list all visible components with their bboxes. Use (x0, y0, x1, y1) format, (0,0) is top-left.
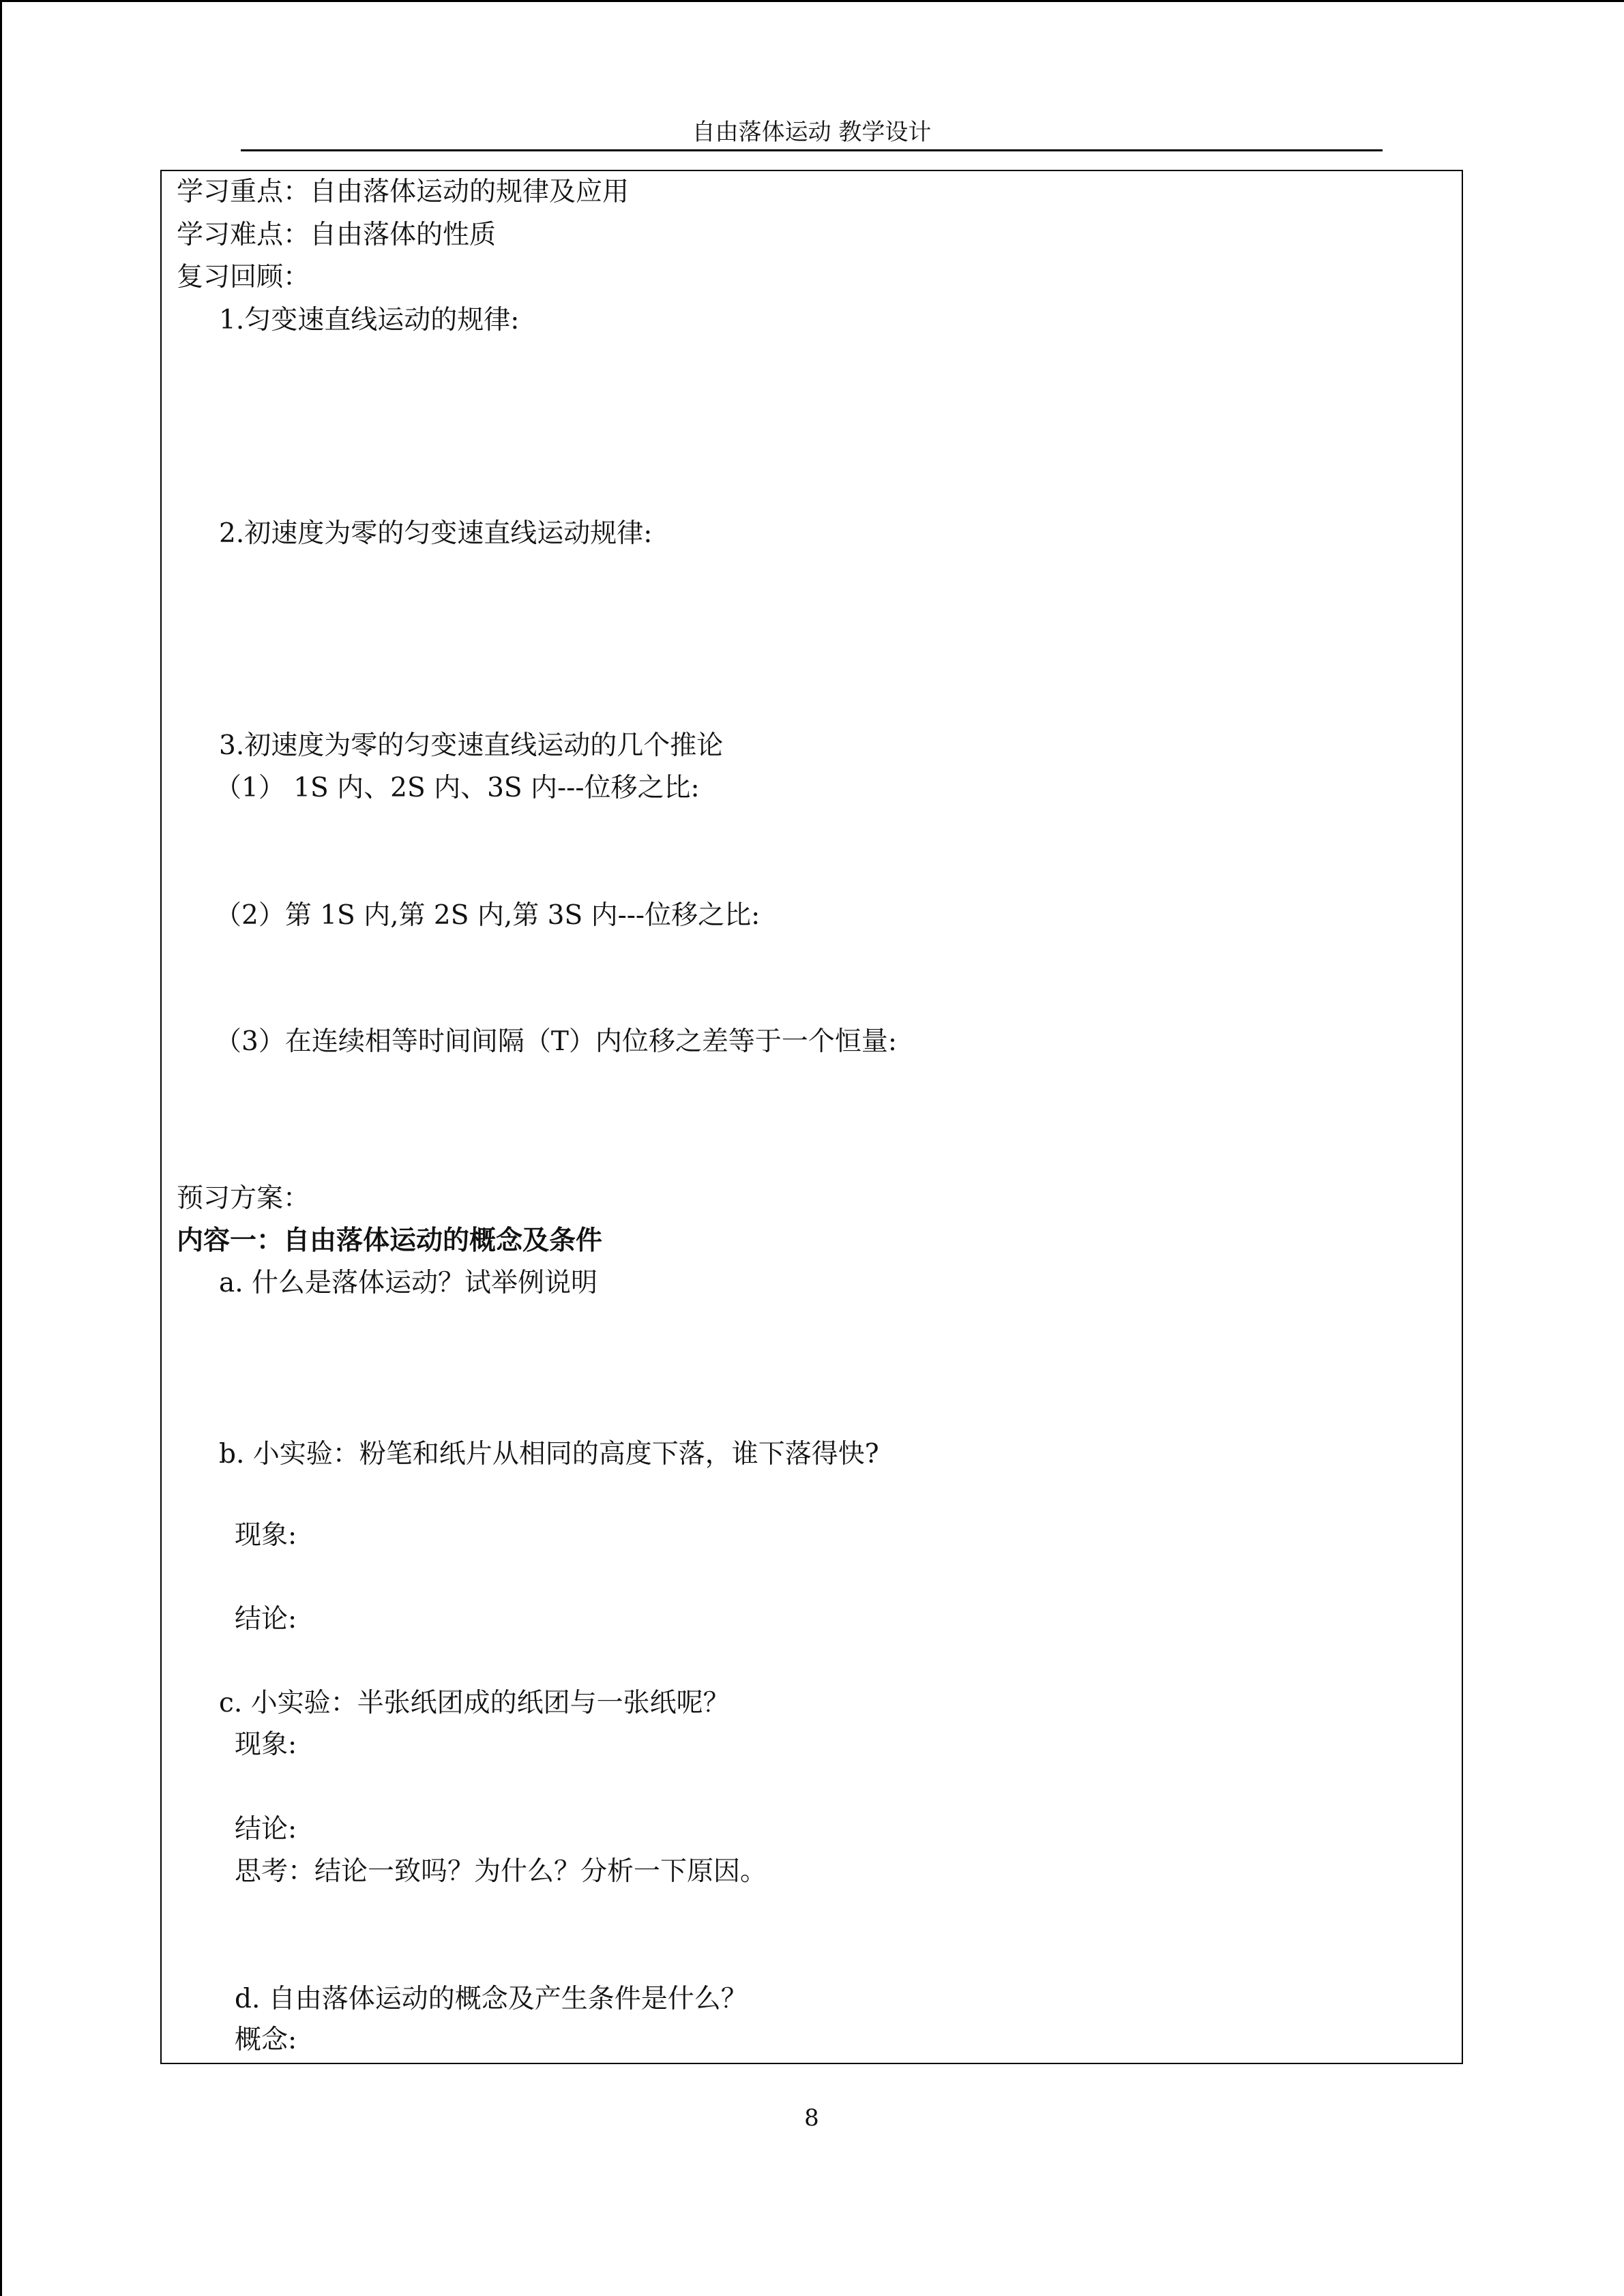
item-c-conclusion: 结论: (235, 1814, 297, 1845)
page-number: 8 (804, 2104, 819, 2132)
worksheet-content-box (160, 170, 1463, 2064)
item-c-phenomenon: 现象: (235, 1729, 297, 1760)
review-item-2: 2.初速度为零的匀变速直线运动规律: (219, 518, 653, 549)
section-1-title: 内容一：自由落体运动的概念及条件 (177, 1225, 603, 1256)
review-heading: 复习回顾： (177, 262, 310, 293)
header-rule (241, 149, 1383, 151)
review-item-1: 1.匀变速直线运动的规律: (219, 305, 520, 336)
item-d-concept: 概念: (235, 2025, 297, 2055)
page-left-border (0, 0, 2, 2296)
page-header-title: 自由落体运动 教学设计 (692, 119, 932, 146)
key-point-line: 学习重点：自由落体运动的规律及应用 (177, 177, 630, 207)
item-c-think: 思考：结论一致吗？为什么？分析一下原因。 (235, 1856, 767, 1887)
item-b-conclusion: 结论: (235, 1604, 297, 1635)
item-d: d. 自由落体运动的概念及产生条件是什么？ (235, 1984, 748, 2014)
preview-heading: 预习方案： (177, 1183, 310, 1214)
item-c: c. 小实验：半张纸团成的纸团与一张纸呢？ (219, 1688, 730, 1718)
inference-item-2: （2）第 1S 内,第 2S 内,第 3S 内---位移之比: (215, 900, 761, 931)
item-b: b. 小实验：粉笔和纸片从相同的高度下落，谁下落得快? (219, 1439, 879, 1470)
inference-item-1: （1） 1S 内、2S 内、3S 内---位移之比: (215, 773, 700, 803)
item-a: a. 什么是落体运动？试举例说明 (219, 1268, 598, 1298)
review-item-3: 3.初速度为零的匀变速直线运动的几个推论 (219, 730, 724, 761)
item-b-phenomenon: 现象: (235, 1520, 297, 1551)
inference-item-3: （3）在连续相等时间间隔（T）内位移之差等于一个恒量: (215, 1026, 897, 1057)
page-top-border (0, 0, 1624, 2)
difficult-point-line: 学习难点：自由落体的性质 (177, 220, 497, 250)
